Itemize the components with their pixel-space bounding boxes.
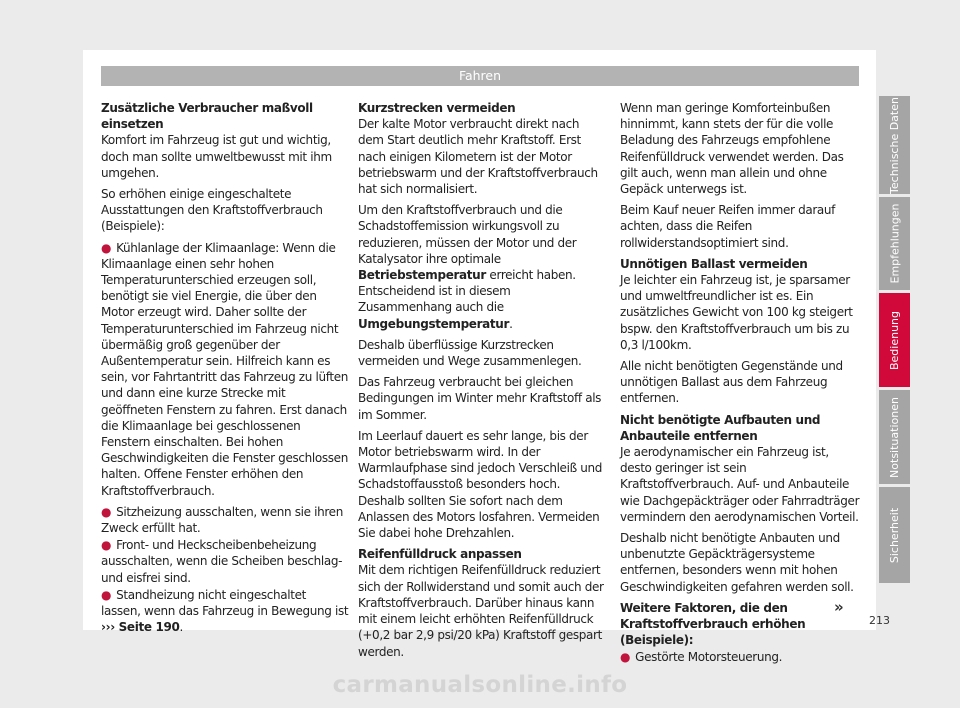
bullet-item: ● Standheizung nicht eingeschaltet lassen, wenn das Fahrzeug in Bewegung ist ››› Seite 190. <box>101 587 349 635</box>
tab-notsituationen[interactable]: Notsituationen <box>879 390 910 484</box>
paragraph: So erhöhen einige eingeschaltete Ausstattungen den Kraftstoffverbrauch (Beispiele): <box>101 187 323 234</box>
continue-arrow-icon: » <box>834 598 844 616</box>
paragraph: Alle nicht benötigten Gegenstände und unnötigen Ballast aus dem Fahrzeug entfernen. <box>620 359 843 406</box>
tab-empfehlungen[interactable]: Empfehlungen <box>879 197 910 290</box>
term-betriebstemperatur: Betriebstemperatur <box>358 268 486 283</box>
heading-ballast: Unnötigen Ballast vermeiden <box>620 256 808 271</box>
paragraph: Deshalb überflüssige Kurzstrecken vermeiden und Wege zusammenlegen. <box>358 337 582 369</box>
bullet-icon: ● <box>101 587 112 602</box>
paragraph: Mit dem richtigen Reifenfülldruck reduziert sich der Rollwiderstand und somit auch der Kraftstoffverbrauch. Darüber hinaus kann mit einem leicht erhöhten Reifenfülldruck (+0,2 bar 2,9 psi/20 kPa) Kraftstoff gespart werden. <box>358 563 604 659</box>
paragraph: Der kalte Motor verbraucht direkt nach dem Start deutlich mehr Kraftstoff. Erst nach einigen Kilometern ist der Motor betriebswarm und der Kraftstoffverbrauch hat sich normalisiert. <box>358 117 598 197</box>
bullet-icon: ● <box>101 240 112 255</box>
term-umgebungstemperatur: Umgebungstemperatur <box>358 316 510 331</box>
paragraph: Je leichter ein Fahrzeug ist, je sparsamer und umweltfreundlicher ist es. Ein zusätzliches Gewicht von 100 kg steigert bspw. den Kraftstoffverbrauch um bis zu 0,3 l/100km. <box>620 273 853 352</box>
heading-reifenfuelldruck: Reifenfülldruck anpassen <box>358 547 522 562</box>
section-header: Fahren <box>101 66 859 86</box>
tab-technische-daten[interactable]: Technische Daten <box>879 96 910 194</box>
paragraph: Beim Kauf neuer Reifen immer darauf achten, dass die Reifen rollwiderstandsoptimiert sind. <box>620 203 836 250</box>
page-number: 213 <box>869 614 890 627</box>
tab-bedienung[interactable]: Bedienung <box>879 293 910 387</box>
bullet-item: ● Sitzheizung ausschalten, wenn sie ihren Zweck erfüllt hat. <box>101 504 343 536</box>
paragraph: Wenn man geringe Komforteinbußen hinnimmt, kann stets der für die volle Beladung des Fahrzeugs empfohlene Reifenfülldruck verwendet werden. Das gilt auch, wenn man allein und ohne Gepäck unterwegs ist. <box>620 101 844 197</box>
bullet-item: ● Kühlanlage der Klimaanlage: Wenn die Klimaanlage einen sehr hohen Temperaturunterschied erzeugen soll, benötigt sie viel Energie, die über den Motor erzeugt wird. Daher sollte der Temperaturunterschied im Fahrzeug nicht übermäßig groß gegenüber der Außentemperatur sein. Hilfreich kann es sein, vor Fahrtantritt das Fahrzeug zu lüften und dann eine kurze Strecke mit geöffneten Fenstern zu fahren. Erst danach die Klimaanlage bei geschlossenen Fenstern einschalten. Bei hohen Geschwindigkeiten die Fenster geschlossen halten. Offene Fenster erhöhen den Kraftstoffverbrauch. <box>101 240 349 498</box>
column-right <box>620 100 862 670</box>
paragraph: Komfort im Fahrzeug ist gut und wichtig, doch man sollte umweltbewusst mit ihm umgehen. <box>101 133 332 180</box>
heading-zusaetzliche-verbraucher: Zusätzliche Verbraucher maßvoll einsetzen <box>101 101 313 132</box>
column-left <box>101 100 349 641</box>
heading-kurzstrecken: Kurzstrecken vermeiden <box>358 101 516 115</box>
paragraph: Deshalb nicht benötigte Anbauten und unbenutzte Gepäckträgersysteme entfernen, besonders wenn mit hohen Geschwindigkeiten gefahren werden soll. <box>620 531 854 594</box>
heading-aufbauten: Nicht benötigte Aufbauten und Anbauteile entfernen <box>620 412 821 443</box>
bullet-icon: ● <box>620 649 631 664</box>
bullet-icon: ● <box>101 504 112 519</box>
paragraph: Je aerodynamischer ein Fahrzeug ist, desto geringer ist sein Kraftstoffverbrauch. Auf- und Anbauteile wie Dachgepäckträger oder Fahrradträger vermindern den aerodynamischen Vorteil. <box>620 445 860 524</box>
bullet-item: ● Gestörte Motorsteuerung. <box>620 649 783 664</box>
tab-sicherheit[interactable]: Sicherheit <box>879 487 910 583</box>
heading-weitere-faktoren: Weitere Faktoren, die den Kraftstoffverbrauch erhöhen (Beispiele): <box>620 600 806 648</box>
page-reference-link[interactable]: ››› Seite 190 <box>101 620 180 635</box>
paragraph: Um den Kraftstoffverbrauch und die Schadstoffemission wirkungsvoll zu reduzieren, müssen der Motor und der Katalysator ihre optimale Betriebstemperatur erreicht haben. Entscheidend ist in diesem Zusammenhang auch die Umgebungstemperatur. <box>358 203 577 331</box>
paragraph: Im Leerlauf dauert es sehr lange, bis der Motor betriebswarm wird. In der Warmlaufphase sind jedoch Verschleiß und Schadstoffausstoß besonders hoch. Deshalb sollten Sie sofort nach dem Anlassen des Motors losfahren. Vermeiden Sie dabei hohe Drehzahlen. <box>358 428 603 541</box>
column-middle <box>358 100 604 665</box>
paragraph: Das Fahrzeug verbraucht bei gleichen Bedingungen im Winter mehr Kraftstoff als im Sommer. <box>358 375 602 422</box>
watermark-footer: carmanualsonline.info <box>332 672 628 698</box>
bullet-icon: ● <box>101 538 112 553</box>
bullet-item: ● Front- und Heckscheibenbeheizung ausschalten, wenn die Scheiben beschlag- und eisfrei sind. <box>101 538 343 585</box>
